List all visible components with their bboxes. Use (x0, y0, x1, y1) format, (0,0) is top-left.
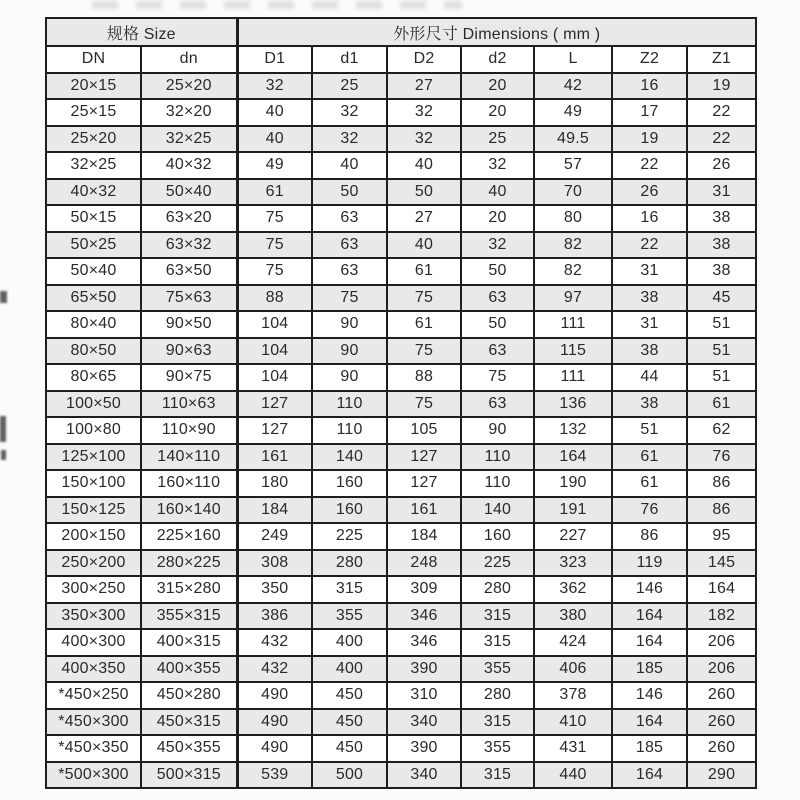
cell-dn: *450×300 (46, 709, 141, 736)
cell-dn: 50×40 (46, 258, 141, 285)
cell-l: 323 (534, 550, 612, 577)
cell-dn: 355×315 (141, 603, 237, 630)
cell-d1: 75 (237, 258, 312, 285)
cell-dn: 300×250 (46, 576, 141, 603)
cell-d2: 20 (461, 99, 534, 126)
cell-z2: 38 (612, 338, 687, 365)
cell-dn: *450×350 (46, 735, 141, 762)
cell-d2: 340 (387, 762, 461, 789)
cell-d2: 140 (461, 497, 534, 524)
cell-d1: 75 (312, 285, 387, 312)
cell-z1: 51 (687, 311, 756, 338)
cell-z2: 19 (612, 126, 687, 153)
cell-d2: 110 (461, 470, 534, 497)
cell-d1: 400 (312, 629, 387, 656)
table-row (46, 73, 756, 100)
cell-z1: 182 (687, 603, 756, 630)
cell-z1: 26 (687, 152, 756, 179)
cell-dn: 400×355 (141, 656, 237, 683)
cell-d1: 140 (312, 444, 387, 471)
table-row (46, 417, 756, 444)
cell-d2: 61 (387, 258, 461, 285)
cell-d1: 160 (312, 497, 387, 524)
table-group-header-row (46, 18, 756, 46)
cell-dn: 450×280 (141, 682, 237, 709)
cell-d2: 390 (387, 656, 461, 683)
cell-d1: 110 (312, 417, 387, 444)
column-header-dn: dn (141, 46, 237, 73)
cell-d1: 450 (312, 682, 387, 709)
cell-dn: 140×110 (141, 444, 237, 471)
cell-z2: 185 (612, 735, 687, 762)
cell-d1: 40 (312, 152, 387, 179)
cell-l: 111 (534, 364, 612, 391)
dimensions-spec-table (45, 17, 757, 789)
cell-d1: 90 (312, 338, 387, 365)
table-row (46, 285, 756, 312)
cell-dn: 450×315 (141, 709, 237, 736)
cell-d2: 27 (387, 73, 461, 100)
cell-d1: 490 (237, 709, 312, 736)
cell-d1: 249 (237, 523, 312, 550)
cell-z2: 76 (612, 497, 687, 524)
cell-l: 424 (534, 629, 612, 656)
cell-d2: 20 (461, 73, 534, 100)
cell-z1: 38 (687, 258, 756, 285)
cell-d2: 309 (387, 576, 461, 603)
cell-d2: 184 (387, 523, 461, 550)
cell-d2: 63 (461, 391, 534, 418)
dimensions-group-header: 外形尺寸 Dimensions ( mm ) (237, 18, 756, 46)
cell-l: 80 (534, 205, 612, 232)
cell-d2: 75 (387, 391, 461, 418)
cell-d1: 355 (312, 603, 387, 630)
cell-z2: 26 (612, 179, 687, 206)
cell-z2: 61 (612, 444, 687, 471)
cell-dn: 110×90 (141, 417, 237, 444)
column-header-d2: D2 (387, 46, 461, 73)
cell-d2: 390 (387, 735, 461, 762)
column-header-dn: DN (46, 46, 141, 73)
cell-dn: 90×50 (141, 311, 237, 338)
cell-d1: 315 (312, 576, 387, 603)
cell-z2: 31 (612, 311, 687, 338)
table-column-header-row (46, 46, 756, 73)
cell-z2: 16 (612, 73, 687, 100)
cell-d1: 90 (312, 311, 387, 338)
cell-d2: 40 (461, 179, 534, 206)
column-header-d2: d2 (461, 46, 534, 73)
cell-l: 115 (534, 338, 612, 365)
cell-z2: 51 (612, 417, 687, 444)
cell-d1: 32 (312, 99, 387, 126)
cell-l: 57 (534, 152, 612, 179)
cell-d2: 225 (461, 550, 534, 577)
cell-l: 42 (534, 73, 612, 100)
cell-l: 82 (534, 232, 612, 259)
column-header-z1: Z1 (687, 46, 756, 73)
cell-z2: 164 (612, 709, 687, 736)
cell-dn: 160×140 (141, 497, 237, 524)
cell-d1: 160 (312, 470, 387, 497)
cell-dn: 100×50 (46, 391, 141, 418)
cell-z1: 31 (687, 179, 756, 206)
size-group-header: 规格 Size (46, 18, 237, 46)
cell-d1: 63 (312, 258, 387, 285)
cell-z1: 38 (687, 205, 756, 232)
cell-d1: 40 (237, 126, 312, 153)
cell-d2: 315 (461, 709, 534, 736)
cell-l: 111 (534, 311, 612, 338)
cell-dn: 32×20 (141, 99, 237, 126)
cell-z1: 206 (687, 629, 756, 656)
cell-dn: 500×315 (141, 762, 237, 789)
cell-d2: 88 (387, 364, 461, 391)
cell-d1: 50 (312, 179, 387, 206)
cell-d1: 539 (237, 762, 312, 789)
cell-dn: 280×225 (141, 550, 237, 577)
cell-z1: 45 (687, 285, 756, 312)
cell-dn: 150×125 (46, 497, 141, 524)
cell-d2: 50 (387, 179, 461, 206)
table-row (46, 205, 756, 232)
cell-d2: 25 (461, 126, 534, 153)
cell-z1: 61 (687, 391, 756, 418)
cell-d2: 40 (387, 232, 461, 259)
cell-d1: 308 (237, 550, 312, 577)
table-row (46, 232, 756, 259)
cell-z1: 164 (687, 576, 756, 603)
cell-z2: 31 (612, 258, 687, 285)
cell-d1: 90 (312, 364, 387, 391)
cell-z1: 86 (687, 470, 756, 497)
cell-dn: 40×32 (141, 152, 237, 179)
cell-d2: 248 (387, 550, 461, 577)
cell-z1: 51 (687, 338, 756, 365)
cell-d1: 432 (237, 656, 312, 683)
table-row (46, 444, 756, 471)
cell-dn: 80×50 (46, 338, 141, 365)
cell-d1: 104 (237, 338, 312, 365)
cell-dn: 110×63 (141, 391, 237, 418)
cell-d1: 63 (312, 232, 387, 259)
cell-d1: 350 (237, 576, 312, 603)
cell-z1: 22 (687, 99, 756, 126)
cell-dn: 32×25 (141, 126, 237, 153)
cell-dn: 90×75 (141, 364, 237, 391)
cell-d2: 310 (387, 682, 461, 709)
cell-d2: 340 (387, 709, 461, 736)
cell-dn: 80×40 (46, 311, 141, 338)
cell-dn: 50×15 (46, 205, 141, 232)
cell-d1: 127 (237, 391, 312, 418)
scan-artifact (0, 416, 6, 442)
cell-dn: 200×150 (46, 523, 141, 550)
cell-dn: 160×110 (141, 470, 237, 497)
cell-l: 431 (534, 735, 612, 762)
table-row (46, 179, 756, 206)
cell-l: 132 (534, 417, 612, 444)
cell-d2: 315 (461, 603, 534, 630)
cell-z2: 119 (612, 550, 687, 577)
cell-dn: 63×32 (141, 232, 237, 259)
cell-d1: 127 (237, 417, 312, 444)
cell-dn: 20×15 (46, 73, 141, 100)
column-header-z2: Z2 (612, 46, 687, 73)
cell-d2: 32 (461, 152, 534, 179)
cell-d2: 20 (461, 205, 534, 232)
cell-d1: 400 (312, 656, 387, 683)
table-row (46, 550, 756, 577)
cell-d2: 75 (387, 338, 461, 365)
cell-d2: 63 (461, 285, 534, 312)
cell-z2: 22 (612, 232, 687, 259)
table-row (46, 99, 756, 126)
cell-d1: 180 (237, 470, 312, 497)
cell-d1: 432 (237, 629, 312, 656)
cell-d2: 32 (461, 232, 534, 259)
cell-dn: 75×63 (141, 285, 237, 312)
cell-dn: 400×300 (46, 629, 141, 656)
cell-d2: 61 (387, 311, 461, 338)
cell-z1: 206 (687, 656, 756, 683)
table-row (46, 364, 756, 391)
cell-dn: 25×20 (46, 126, 141, 153)
cell-l: 82 (534, 258, 612, 285)
table-row (46, 735, 756, 762)
cell-dn: 400×350 (46, 656, 141, 683)
cell-dn: 90×63 (141, 338, 237, 365)
cell-z2: 86 (612, 523, 687, 550)
cell-z1: 51 (687, 364, 756, 391)
cell-z2: 38 (612, 285, 687, 312)
cell-z2: 17 (612, 99, 687, 126)
cell-z2: 61 (612, 470, 687, 497)
cell-d1: 490 (237, 735, 312, 762)
table-row (46, 497, 756, 524)
cell-l: 70 (534, 179, 612, 206)
cell-d2: 355 (461, 656, 534, 683)
cell-d2: 105 (387, 417, 461, 444)
cell-l: 49 (534, 99, 612, 126)
cell-z2: 164 (612, 629, 687, 656)
cell-d2: 40 (387, 152, 461, 179)
cell-d2: 127 (387, 470, 461, 497)
table-row (46, 576, 756, 603)
cell-d2: 346 (387, 603, 461, 630)
table-row (46, 258, 756, 285)
cell-l: 406 (534, 656, 612, 683)
cell-dn: *450×250 (46, 682, 141, 709)
cell-dn: 32×25 (46, 152, 141, 179)
cell-z1: 86 (687, 497, 756, 524)
cell-z1: 145 (687, 550, 756, 577)
table-row (46, 311, 756, 338)
cell-z2: 164 (612, 603, 687, 630)
cell-d1: 161 (237, 444, 312, 471)
cell-dn: 25×20 (141, 73, 237, 100)
table-row (46, 682, 756, 709)
cell-d2: 32 (387, 126, 461, 153)
cell-z2: 146 (612, 576, 687, 603)
table-row (46, 152, 756, 179)
cell-dn: 40×32 (46, 179, 141, 206)
table-row (46, 656, 756, 683)
cell-d1: 25 (312, 73, 387, 100)
cell-dn: 315×280 (141, 576, 237, 603)
cell-z2: 22 (612, 152, 687, 179)
cell-d2: 160 (461, 523, 534, 550)
cell-d2: 27 (387, 205, 461, 232)
cell-d2: 75 (387, 285, 461, 312)
cell-z2: 44 (612, 364, 687, 391)
cell-l: 378 (534, 682, 612, 709)
scan-artifact (92, 1, 462, 9)
cell-l: 440 (534, 762, 612, 789)
cell-z1: 260 (687, 682, 756, 709)
cell-l: 97 (534, 285, 612, 312)
cell-d2: 280 (461, 682, 534, 709)
column-header-d1: D1 (237, 46, 312, 73)
cell-z1: 38 (687, 232, 756, 259)
cell-dn: *500×300 (46, 762, 141, 789)
cell-l: 191 (534, 497, 612, 524)
cell-d1: 32 (312, 126, 387, 153)
cell-z2: 146 (612, 682, 687, 709)
cell-d1: 61 (237, 179, 312, 206)
cell-d1: 75 (237, 205, 312, 232)
cell-dn: 125×100 (46, 444, 141, 471)
cell-d2: 110 (461, 444, 534, 471)
cell-z1: 260 (687, 709, 756, 736)
cell-d2: 32 (387, 99, 461, 126)
cell-d1: 40 (237, 99, 312, 126)
cell-d2: 50 (461, 258, 534, 285)
cell-z1: 95 (687, 523, 756, 550)
cell-z2: 164 (612, 762, 687, 789)
cell-dn: 80×65 (46, 364, 141, 391)
cell-d1: 450 (312, 709, 387, 736)
cell-d2: 355 (461, 735, 534, 762)
cell-dn: 225×160 (141, 523, 237, 550)
cell-dn: 50×25 (46, 232, 141, 259)
table-row (46, 603, 756, 630)
cell-d1: 104 (237, 311, 312, 338)
cell-d2: 315 (461, 629, 534, 656)
scan-artifact (1, 450, 6, 460)
cell-d2: 346 (387, 629, 461, 656)
cell-l: 410 (534, 709, 612, 736)
cell-dn: 63×50 (141, 258, 237, 285)
cell-d1: 184 (237, 497, 312, 524)
spec-table-container (45, 17, 757, 789)
cell-d2: 127 (387, 444, 461, 471)
cell-dn: 450×355 (141, 735, 237, 762)
cell-z1: 62 (687, 417, 756, 444)
cell-z1: 260 (687, 735, 756, 762)
cell-dn: 250×200 (46, 550, 141, 577)
cell-d1: 104 (237, 364, 312, 391)
cell-d2: 75 (461, 364, 534, 391)
cell-dn: 50×40 (141, 179, 237, 206)
cell-d1: 75 (237, 232, 312, 259)
cell-l: 49.5 (534, 126, 612, 153)
table-row (46, 523, 756, 550)
cell-z2: 185 (612, 656, 687, 683)
cell-dn: 25×15 (46, 99, 141, 126)
cell-dn: 100×80 (46, 417, 141, 444)
cell-dn: 63×20 (141, 205, 237, 232)
cell-d2: 161 (387, 497, 461, 524)
column-header-l: L (534, 46, 612, 73)
table-row (46, 338, 756, 365)
cell-dn: 150×100 (46, 470, 141, 497)
table-row (46, 709, 756, 736)
cell-d1: 88 (237, 285, 312, 312)
cell-dn: 350×300 (46, 603, 141, 630)
cell-z2: 38 (612, 391, 687, 418)
cell-d1: 450 (312, 735, 387, 762)
cell-d2: 280 (461, 576, 534, 603)
cell-d1: 386 (237, 603, 312, 630)
cell-d1: 110 (312, 391, 387, 418)
cell-dn: 400×315 (141, 629, 237, 656)
cell-d1: 63 (312, 205, 387, 232)
cell-d2: 315 (461, 762, 534, 789)
cell-z2: 16 (612, 205, 687, 232)
table-row (46, 126, 756, 153)
column-header-d1: d1 (312, 46, 387, 73)
table-row (46, 391, 756, 418)
cell-l: 190 (534, 470, 612, 497)
cell-d1: 280 (312, 550, 387, 577)
cell-d2: 50 (461, 311, 534, 338)
cell-d1: 225 (312, 523, 387, 550)
cell-l: 362 (534, 576, 612, 603)
cell-l: 136 (534, 391, 612, 418)
cell-d2: 90 (461, 417, 534, 444)
cell-l: 164 (534, 444, 612, 471)
cell-z1: 19 (687, 73, 756, 100)
cell-d1: 32 (237, 73, 312, 100)
cell-z1: 22 (687, 126, 756, 153)
cell-z1: 76 (687, 444, 756, 471)
table-row (46, 470, 756, 497)
cell-d1: 49 (237, 152, 312, 179)
table-row (46, 629, 756, 656)
cell-d1: 490 (237, 682, 312, 709)
cell-dn: 65×50 (46, 285, 141, 312)
cell-z1: 290 (687, 762, 756, 789)
table-row (46, 762, 756, 789)
cell-d2: 63 (461, 338, 534, 365)
scan-artifact (0, 291, 7, 303)
cell-d1: 500 (312, 762, 387, 789)
cell-l: 227 (534, 523, 612, 550)
cell-l: 380 (534, 603, 612, 630)
